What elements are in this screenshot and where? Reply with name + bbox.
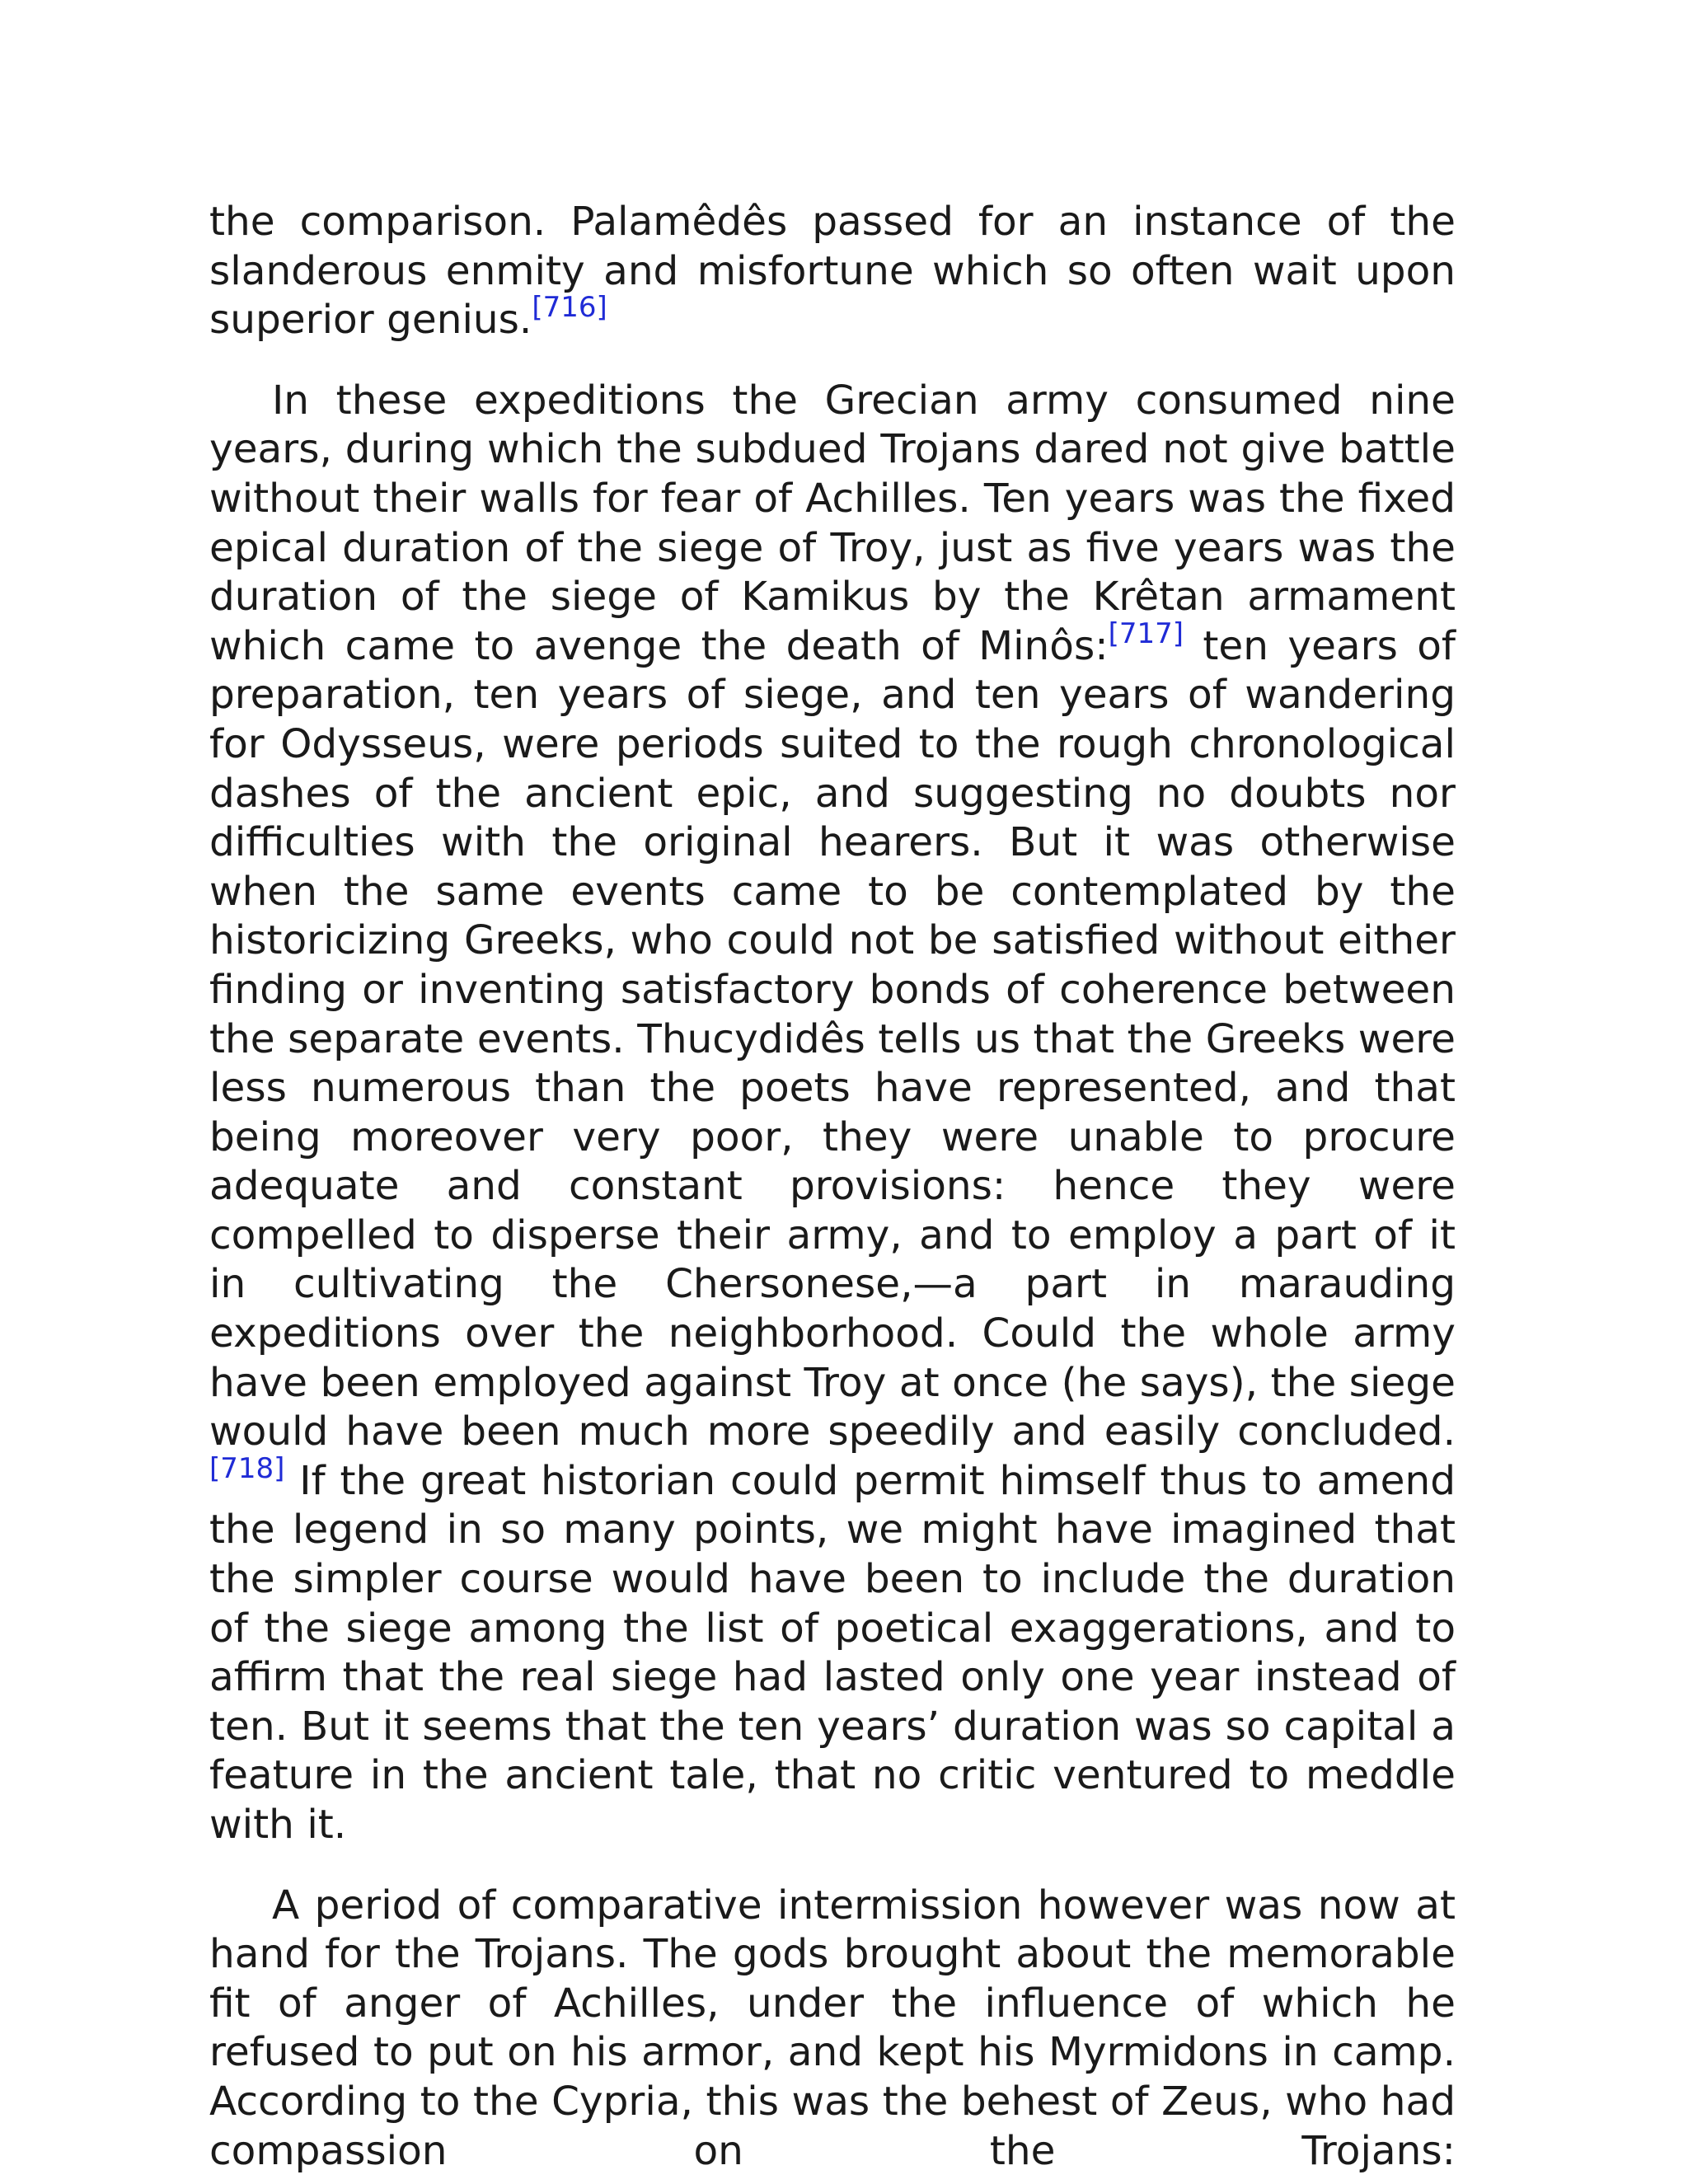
paragraph-2-text-part-3: If the great historian could permit himself thus to amend the legend in so many points, we might have imagined that the simpler course would have been to include the duration of the siege among the list of poetical exaggerations, and to affirm that the real siege had lasted only one year instead of ten. But it seems that the ten years’ duration was so capital a feature in the ancient tale, that no critic ventured to meddle with it. xyxy=(209,1457,1456,1848)
paragraph-1-text: the comparison. Palamêdês passed for an instance of the slanderous enmity and misfortune which so often wait upon superior genius. xyxy=(209,199,1456,344)
book-page xyxy=(209,198,1456,2176)
paragraph-2-text-part-2: ten years of preparation, ten years of siege, and ten years of wandering for Odysseus, were periods suited to the rough chronological dashes of the ancient epic, and suggesting no doubts nor difficulties with the original hearers. But it was otherwise when the same events came to be contemplated by the historicizing Greeks, who could not be satisfied without either finding or inventing satisfactory bonds of coherence between the separate events. Thucydidês tells us that the Greeks were less numerous than the poets have represented, and that being moreover very poor, they were unable to procure adequate and constant provisions: hence they were compelled to disperse their army, and to employ a part of it in cultivating the Chersonese,—a part in marauding expeditions over the neighborhood. Could the whole army have been employed against Troy at once (he says), the siege would have been much more speedily and easily concluded. xyxy=(209,622,1456,1455)
paragraph-3-text: A period of comparative intermission however was now at hand for the Trojans. The gods brought about the memorable fit of anger of Achilles, under the influence of which he refused to put on his armor, and kept his Myrmidons in camp. According to the Cypria, this was the behest of Zeus, who had compassion on the Trojans: xyxy=(209,1882,1456,2174)
footnote-716-link[interactable]: [716] xyxy=(532,291,607,325)
paragraph-2 xyxy=(209,377,1456,1850)
paragraph-3 xyxy=(209,1882,1456,2177)
footnote-718-link[interactable]: [718] xyxy=(209,1451,285,1485)
footnote-717-link[interactable]: [717] xyxy=(1108,616,1184,650)
paragraph-1 xyxy=(209,198,1456,345)
paragraph-2-text-part-1: In these expeditions the Grecian army consumed nine years, during which the subdued Trojans dared not give battle without their walls for fear of Achilles. Ten years was the fixed epical duration of the siege of Troy, just as five years was the duration of the siege of Kamikus by the Krêtan armament which came to avenge the death of Minôs: xyxy=(209,377,1456,669)
